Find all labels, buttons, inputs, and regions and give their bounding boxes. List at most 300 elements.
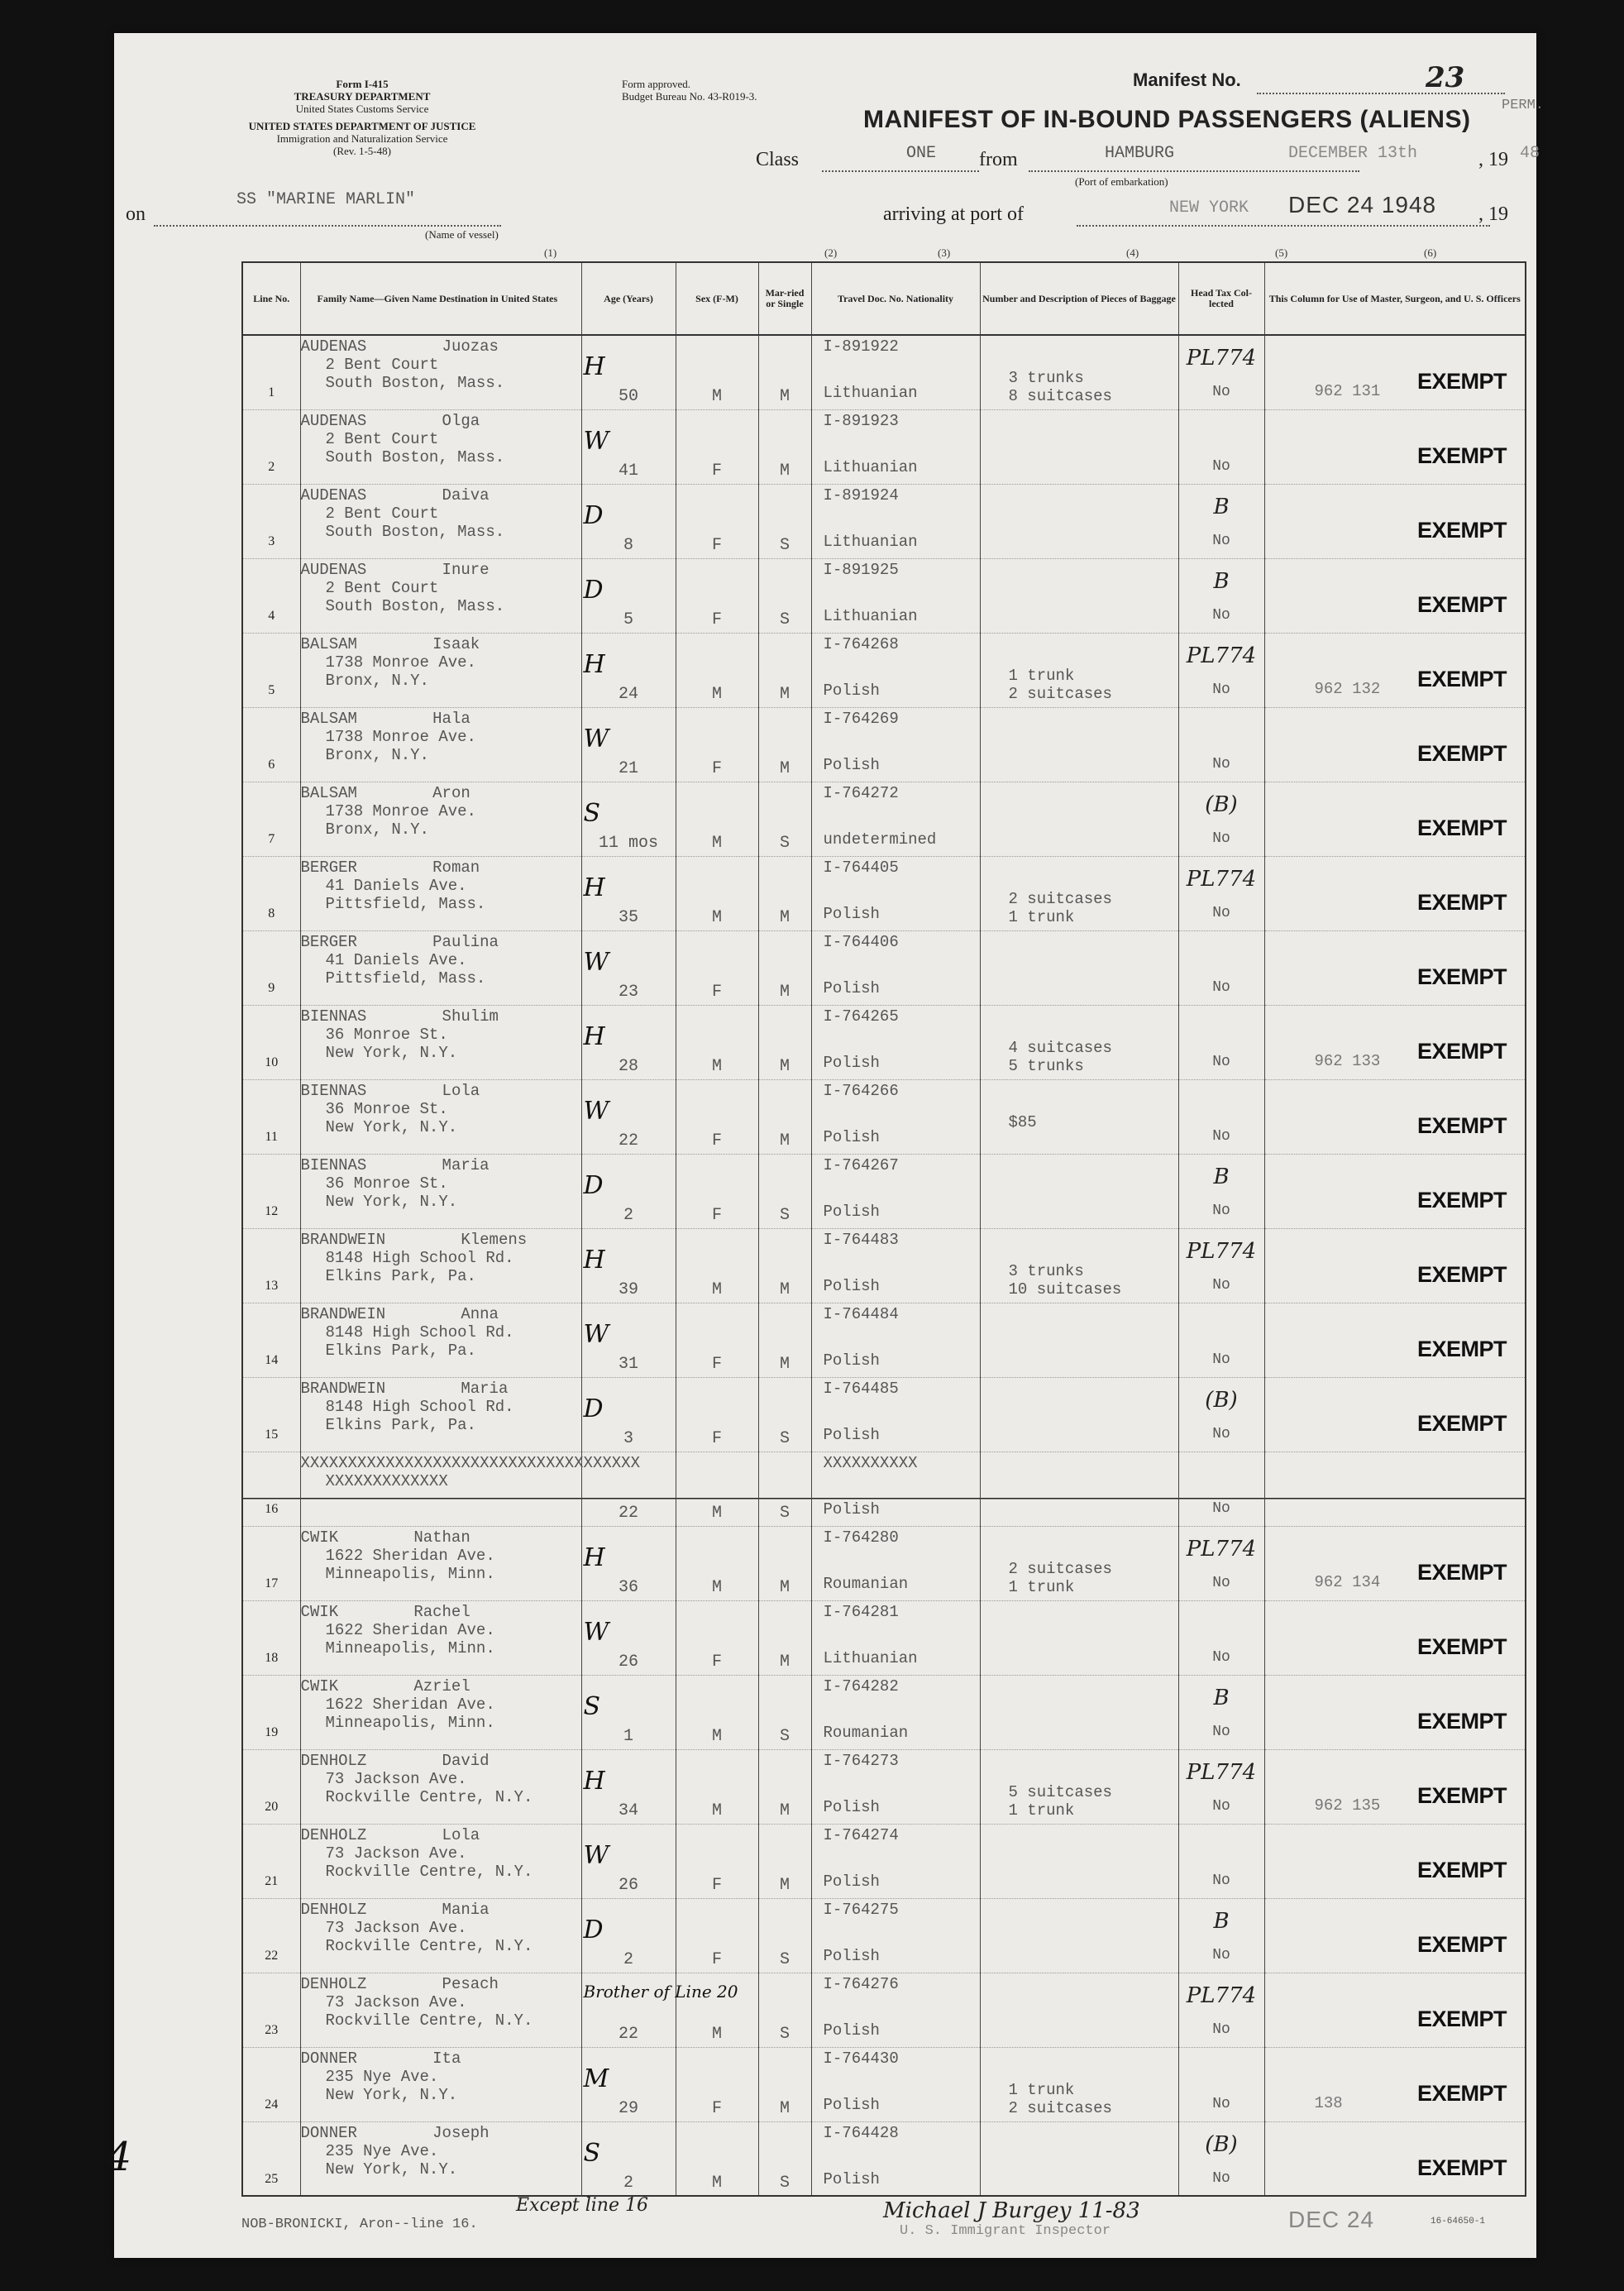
doc-number: XXXXXXXXXX — [823, 1453, 918, 1472]
officer-number: 962 134 — [1314, 1572, 1381, 1591]
family-name: BRANDWEIN — [300, 1230, 386, 1249]
officer-number: 962 132 — [1314, 679, 1381, 698]
age: 2 — [623, 2173, 633, 2193]
baggage — [980, 1452, 1178, 1526]
head-tax — [1178, 2121, 1264, 2196]
line-number: 17 — [242, 1526, 300, 1600]
nationality: Polish — [823, 1872, 880, 1891]
age: 2 — [623, 1205, 633, 1225]
tax-mark: B — [1213, 1164, 1230, 1189]
table-row — [242, 1154, 1526, 1228]
street: 73 Jackson Ave. — [325, 1992, 467, 2011]
passenger-name — [300, 1005, 581, 1079]
passenger-name — [300, 1303, 581, 1377]
marital-status: M — [758, 1005, 811, 1079]
inspector-title: U. S. Immigrant Inspector — [900, 2223, 1111, 2239]
tax-mark — [1179, 1462, 1264, 1500]
passenger-name — [300, 1079, 581, 1154]
line-number: 15 — [242, 1377, 300, 1452]
sex: M — [676, 1675, 758, 1749]
marital-status: M — [758, 1749, 811, 1824]
head-tax — [1178, 1973, 1264, 2047]
marital-status: M — [758, 335, 811, 409]
age: 11 mos — [598, 833, 658, 853]
sex: F — [676, 2047, 758, 2121]
passenger-name — [300, 1600, 581, 1675]
table-row — [242, 1377, 1526, 1452]
city: Rockville Centre, N.Y. — [325, 1862, 533, 1881]
table-row — [242, 856, 1526, 930]
tax-mark: PL774 — [1186, 1536, 1257, 1562]
tax-value: No — [1212, 2169, 1230, 2187]
relation-mark: S — [583, 798, 601, 828]
line-number: 9 — [242, 930, 300, 1005]
sex: M — [676, 1005, 758, 1079]
head-tax — [1178, 1898, 1264, 1973]
tax-value: No — [1212, 1351, 1230, 1368]
age-cell — [581, 633, 676, 707]
given-name: Roman — [432, 858, 480, 877]
marital-status: S — [758, 2121, 811, 2196]
baggage — [980, 1600, 1178, 1675]
exempt-stamp: EXEMPT — [1416, 1038, 1507, 1064]
nationality: Polish — [823, 1946, 880, 1965]
city: South Boston, Mass. — [325, 596, 505, 615]
nationality: Polish — [823, 755, 880, 774]
head-tax — [1178, 335, 1264, 409]
marital-status: M — [758, 633, 811, 707]
manifest-number: 23 — [1426, 61, 1465, 94]
nationality: Lithuanian — [823, 1648, 918, 1667]
marital-status: M — [758, 930, 811, 1005]
tax-value: No — [1212, 1723, 1230, 1740]
form-number: Form I-415 — [336, 78, 389, 90]
nationality: Lithuanian — [823, 606, 918, 625]
baggage — [980, 484, 1178, 558]
passenger-table — [241, 261, 1526, 2197]
arrival-port: NEW YORK — [1169, 198, 1249, 218]
exempt-stamp: EXEMPT — [1416, 1261, 1507, 1287]
treasury-dept: TREASURY DEPARTMENT — [294, 90, 431, 103]
officer-column — [1264, 782, 1526, 856]
family-name: AUDENAS — [300, 337, 367, 356]
tax-value: No — [1212, 978, 1230, 996]
passenger-name — [300, 1749, 581, 1824]
baggage-line-1: 2 suitcases — [1008, 889, 1112, 908]
tax-mark — [1179, 1090, 1264, 1128]
sex: F — [676, 558, 758, 633]
baggage — [980, 782, 1178, 856]
line-number: 4 — [242, 558, 300, 633]
exempt-stamp: EXEMPT — [1416, 1708, 1507, 1734]
passenger-name — [300, 782, 581, 856]
given-name: Isaak — [432, 634, 480, 653]
tax-mark — [1179, 941, 1264, 979]
exempt-stamp: EXEMPT — [1416, 442, 1507, 468]
tax-mark — [1179, 420, 1264, 458]
head-tax — [1178, 1452, 1264, 1526]
line-number: 3 — [242, 484, 300, 558]
tax-mark: (B) — [1205, 2131, 1238, 2157]
officer-column — [1264, 2047, 1526, 2121]
age-cell — [581, 484, 676, 558]
baggage-line-1: 2 suitcases — [1008, 1559, 1112, 1578]
tax-mark: PL774 — [1186, 1983, 1257, 2008]
sex: M — [676, 2121, 758, 2196]
table-row — [242, 930, 1526, 1005]
tax-value: No — [1212, 1499, 1230, 1517]
baggage — [980, 1824, 1178, 1898]
doc-number: I-764272 — [823, 783, 899, 802]
street: 36 Monroe St. — [325, 1174, 448, 1193]
age: 3 — [623, 1428, 633, 1448]
street: 36 Monroe St. — [325, 1099, 448, 1118]
nationality: Polish — [823, 1499, 880, 1519]
age-cell — [581, 1303, 676, 1377]
officer-column — [1264, 1898, 1526, 1973]
marital-status: S — [758, 558, 811, 633]
head-tax — [1178, 1303, 1264, 1377]
ins-service: Immigration and Naturalization Service — [276, 132, 448, 145]
line-number: 6 — [242, 707, 300, 782]
nationality: Lithuanian — [823, 532, 918, 551]
age: 28 — [618, 1056, 638, 1076]
form-header-left — [238, 78, 486, 157]
officer-column — [1264, 335, 1526, 409]
nationality: Roumanian — [823, 1574, 909, 1593]
city: South Boston, Mass. — [325, 374, 505, 392]
table-row — [242, 1600, 1526, 1675]
head-tax — [1178, 633, 1264, 707]
exempt-stamp: EXEMPT — [1416, 1112, 1507, 1138]
travel-doc — [811, 409, 980, 484]
family-name: DENHOLZ — [300, 1825, 367, 1844]
port-embark-label: (Port of embarkation) — [1075, 175, 1168, 188]
exempt-stamp: EXEMPT — [1416, 1857, 1507, 1882]
age-cell — [581, 1749, 676, 1824]
sex: M — [676, 1452, 758, 1526]
baggage-line-2: 8 suitcases — [1008, 387, 1112, 405]
tax-mark — [1179, 1834, 1264, 1872]
line-number: 23 — [242, 1973, 300, 2047]
doc-number: I-764280 — [823, 1528, 899, 1547]
family-name: BERGER — [300, 858, 357, 877]
table-row — [242, 1749, 1526, 1824]
tax-value: No — [1212, 830, 1230, 847]
travel-doc — [811, 1898, 980, 1973]
given-name: Klemens — [461, 1230, 528, 1249]
marital-status: M — [758, 1303, 811, 1377]
line-number: 12 — [242, 1154, 300, 1228]
marital-status: M — [758, 409, 811, 484]
street: 235 Nye Ave. — [325, 2067, 439, 2086]
table-row — [242, 484, 1526, 558]
age: 36 — [618, 1577, 638, 1597]
family-name: BERGER — [300, 932, 357, 951]
relation-mark: W — [583, 1096, 609, 1126]
table-row — [242, 2121, 1526, 2196]
age-cell — [581, 856, 676, 930]
family-name: DONNER — [300, 2049, 357, 2068]
perm-mark: PERM. — [1502, 98, 1545, 113]
tax-value: No — [1212, 1946, 1230, 1963]
exempt-stamp: EXEMPT — [1416, 2155, 1507, 2180]
manifest-line — [1257, 93, 1505, 94]
table-row — [242, 1526, 1526, 1600]
tax-value: No — [1212, 681, 1230, 698]
baggage — [980, 1526, 1178, 1600]
given-name: Ita — [432, 2049, 461, 2068]
col-line: Line No. — [242, 262, 300, 335]
baggage — [980, 1303, 1178, 1377]
passenger-name — [300, 1824, 581, 1898]
tax-value: No — [1212, 1425, 1230, 1442]
exempt-stamp: EXEMPT — [1416, 1559, 1507, 1585]
family-name: BALSAM — [300, 709, 357, 728]
family-name: BALSAM — [300, 634, 357, 653]
baggage — [980, 1377, 1178, 1452]
doc-number: I-764428 — [823, 2123, 899, 2142]
travel-doc — [811, 2047, 980, 2121]
exempt-stamp: EXEMPT — [1416, 2080, 1507, 2106]
family-name: DONNER — [300, 2123, 357, 2142]
baggage-line-2: 1 trunk — [1008, 1577, 1075, 1596]
baggage-line-2: 1 trunk — [1008, 1801, 1075, 1820]
doc-number: I-764406 — [823, 932, 899, 951]
tax-value: No — [1212, 755, 1230, 772]
tax-value: No — [1212, 1872, 1230, 1889]
relation-mark: W — [583, 724, 609, 753]
departure-date: DECEMBER 13th — [1288, 144, 1418, 163]
sex: F — [676, 1824, 758, 1898]
head-tax — [1178, 2047, 1264, 2121]
marital-status: S — [758, 1452, 811, 1526]
line-number: 20 — [242, 1749, 300, 1824]
baggage-line-1: 1 trunk — [1008, 2080, 1075, 2099]
doc-number: I-764268 — [823, 634, 899, 653]
given-name: Juozas — [442, 337, 499, 356]
officer-column — [1264, 1749, 1526, 1824]
age-cell — [581, 1377, 676, 1452]
age-cell — [581, 2047, 676, 2121]
street: 73 Jackson Ave. — [325, 1918, 467, 1937]
tax-value: No — [1212, 2095, 1230, 2112]
page-title: MANIFEST OF IN-BOUND PASSENGERS (ALIENS) — [863, 106, 1471, 133]
given-name: Anna — [461, 1304, 499, 1323]
street: 41 Daniels Ave. — [325, 950, 467, 969]
given-name: Azriel — [413, 1676, 470, 1696]
given-name: Olga — [442, 411, 480, 430]
baggage-line-1: 1 trunk — [1008, 666, 1075, 685]
baggage — [980, 2047, 1178, 2121]
class-value: ONE — [906, 144, 937, 163]
passenger-name — [300, 1377, 581, 1452]
line-number: 14 — [242, 1303, 300, 1377]
baggage-line-2: 2 suitcases — [1008, 2098, 1112, 2117]
age-cell — [581, 1973, 738, 2047]
officer-column — [1264, 1228, 1526, 1303]
nationality: Polish — [823, 2169, 880, 2188]
city: Elkins Park, Pa. — [325, 1415, 476, 1434]
baggage — [980, 558, 1178, 633]
exempt-stamp: EXEMPT — [1416, 1336, 1507, 1361]
doc-number: I-764281 — [823, 1602, 899, 1621]
table-row — [242, 633, 1526, 707]
col-officers: This Column for Use of Master, Surgeon, and U. S. Officers — [1264, 262, 1526, 335]
passenger-name — [300, 633, 581, 707]
travel-doc — [811, 1675, 980, 1749]
passenger-name — [300, 2047, 581, 2121]
travel-doc — [811, 1005, 980, 1079]
class-line — [822, 170, 979, 172]
nationality: Polish — [823, 1276, 880, 1295]
given-name: Daiva — [442, 485, 490, 505]
age-cell — [581, 558, 676, 633]
family-name: AUDENAS — [300, 411, 367, 430]
sex: F — [676, 1600, 758, 1675]
table-row — [242, 1898, 1526, 1973]
officer-number: 962 131 — [1314, 382, 1381, 400]
tax-mark: PL774 — [1186, 1759, 1257, 1785]
approval-text: Form approved. — [622, 78, 691, 90]
age: 50 — [618, 387, 638, 406]
table-row — [242, 1303, 1526, 1377]
given-name: Maria — [442, 1155, 490, 1174]
street: 1738 Monroe Ave. — [325, 653, 476, 672]
customs-service: United States Customs Service — [295, 103, 429, 115]
sex: M — [676, 782, 758, 856]
nationality: Lithuanian — [823, 457, 918, 476]
baggage-line-1: 5 suitcases — [1008, 1782, 1112, 1801]
street: 8148 High School Rd. — [325, 1248, 514, 1267]
head-tax — [1178, 1377, 1264, 1452]
relation-mark: W — [583, 1840, 609, 1870]
age-cell — [581, 782, 676, 856]
exempt-stamp: EXEMPT — [1416, 1633, 1507, 1659]
sex: F — [676, 1079, 758, 1154]
travel-doc — [811, 707, 980, 782]
relation-mark: Brother of Line 20 — [583, 1981, 738, 2002]
table-row — [242, 1824, 1526, 1898]
given-name: Rachel — [413, 1602, 470, 1621]
officer-column — [1264, 1452, 1526, 1526]
street: 2 Bent Court — [325, 504, 439, 523]
baggage — [980, 409, 1178, 484]
nationality: Polish — [823, 1053, 880, 1072]
sex: M — [676, 1973, 758, 2047]
table-row — [242, 1973, 1526, 2047]
officer-number: 962 135 — [1314, 1796, 1381, 1815]
travel-doc — [811, 782, 980, 856]
travel-doc — [811, 335, 980, 409]
tax-value: No — [1212, 1202, 1230, 1219]
relation-mark: H — [583, 1542, 605, 1572]
col-num-1: (1) — [544, 246, 557, 259]
col-num-6: (6) — [1424, 246, 1437, 259]
doc-number: I-764273 — [823, 1751, 899, 1770]
col-married: Mar-ried or Single — [758, 262, 811, 335]
officer-column — [1264, 930, 1526, 1005]
family-name: DENHOLZ — [300, 1974, 367, 1993]
justice-dept: UNITED STATES DEPARTMENT OF JUSTICE — [248, 120, 476, 132]
exempt-stamp: EXEMPT — [1416, 2006, 1507, 2031]
age: 35 — [618, 907, 638, 927]
arrival-year-label: , 19 — [1478, 203, 1508, 225]
sex: M — [676, 856, 758, 930]
family-name: AUDENAS — [300, 560, 367, 579]
passenger-name — [300, 707, 581, 782]
manifest-page — [81, 33, 1545, 2258]
relation-mark: W — [583, 426, 609, 456]
given-name: Pesach — [442, 1974, 499, 1993]
age-cell — [581, 1154, 676, 1228]
officer-column — [1264, 1526, 1526, 1600]
doc-number: I-764282 — [823, 1676, 899, 1696]
street: 2 Bent Court — [325, 356, 439, 374]
table-row — [242, 558, 1526, 633]
nationality: Polish — [823, 1127, 880, 1146]
street: 1622 Sheridan Ave. — [325, 1546, 495, 1565]
col-baggage: Number and Description of Pieces of Baggage — [980, 262, 1178, 335]
passenger-name — [300, 484, 581, 558]
officer-column — [1264, 484, 1526, 558]
marital-status: S — [758, 1675, 811, 1749]
marital-status: M — [758, 1526, 811, 1600]
city: Minneapolis, Minn. — [325, 1564, 495, 1583]
head-tax — [1178, 1079, 1264, 1154]
head-tax — [1178, 1005, 1264, 1079]
street: 1622 Sheridan Ave. — [325, 1695, 495, 1714]
given-name: Inure — [442, 560, 490, 579]
age: 24 — [618, 684, 638, 704]
nationality: Polish — [823, 1202, 880, 1221]
travel-doc — [811, 1973, 980, 2047]
col-num-5: (5) — [1275, 246, 1288, 259]
head-tax — [1178, 782, 1264, 856]
travel-doc — [811, 1600, 980, 1675]
travel-doc — [811, 1377, 980, 1452]
officer-column — [1264, 856, 1526, 930]
tax-mark: PL774 — [1186, 643, 1257, 668]
passenger-name — [300, 1898, 581, 1973]
age: 29 — [618, 2098, 638, 2118]
sex: F — [676, 409, 758, 484]
nationality: Polish — [823, 978, 880, 997]
sex: F — [676, 1303, 758, 1377]
travel-doc — [811, 1228, 980, 1303]
officer-column — [1264, 558, 1526, 633]
age: 2 — [623, 1949, 633, 1969]
travel-doc — [811, 1824, 980, 1898]
city: Rockville Centre, N.Y. — [325, 2011, 533, 2030]
exempt-stamp: EXEMPT — [1416, 1410, 1507, 1436]
city: New York, N.Y. — [325, 1192, 458, 1211]
officer-column — [1264, 1675, 1526, 1749]
baggage-line-1: 4 suitcases — [1008, 1038, 1112, 1057]
on-label: on — [126, 203, 146, 225]
officer-column — [1264, 1154, 1526, 1228]
age-cell — [581, 1005, 676, 1079]
baggage-line-2: 5 trunks — [1008, 1056, 1084, 1075]
travel-doc — [811, 1749, 980, 1824]
tax-mark — [1179, 1016, 1264, 1054]
from-line — [1029, 170, 1359, 172]
baggage — [980, 1005, 1178, 1079]
arrival-line — [1077, 225, 1490, 227]
line-number: 19 — [242, 1675, 300, 1749]
baggage — [980, 707, 1178, 782]
officer-column — [1264, 1005, 1526, 1079]
